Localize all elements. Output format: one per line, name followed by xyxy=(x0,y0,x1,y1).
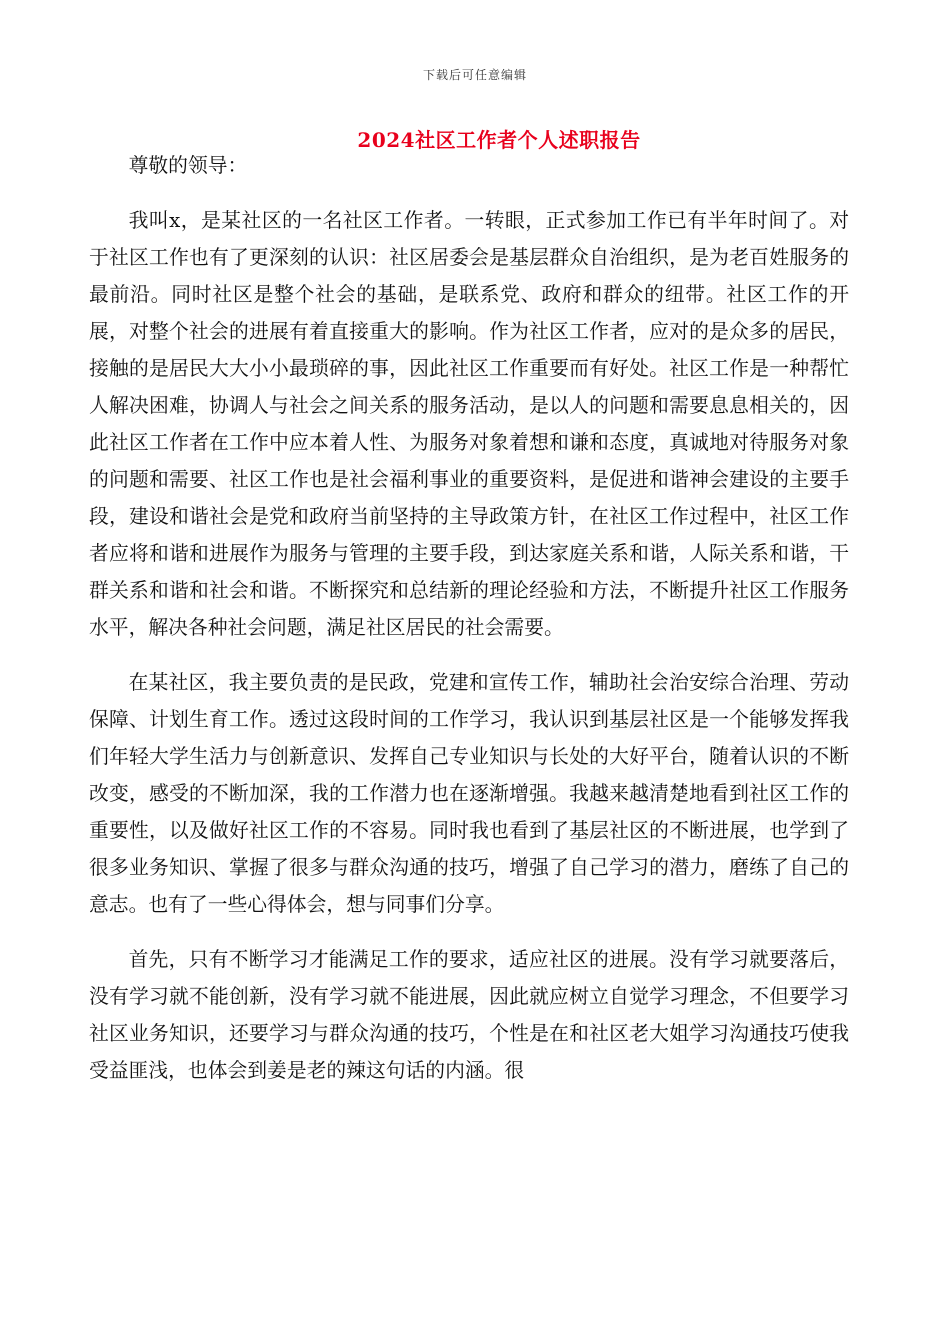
salutation: 尊敬的领导： xyxy=(128,154,248,177)
document-title: 2024社区工作者个人述职报告 xyxy=(357,128,641,152)
document-body xyxy=(89,147,849,1089)
paragraph-2: 在某社区，我主要负责的是民政，党建和宣传工作，辅助社会治安综合治理、劳动保障、计划生育工作。透过这段时间的工作学习，我认识到基层社区是一个能够发挥我们年轻大学生活力与创新意识、发挥自己专业知识与长处的大好平台，随着认识的不断改变，感受的不断加深，我的工作潜力也在逐渐增强。我越来越清楚地看到社区工作的重要性，以及做好社区工作的不容易。同时我也看到了基层社区的不断进展，也学到了很多业务知识、掌握了很多与群众沟通的技巧，增强了自己学习的潜力，磨练了自己的意志。也有了一些心得体会，想与同事们分享。 xyxy=(89,671,849,916)
paragraph-1: 我叫x，是某社区的一名社区工作者。一转眼，正式参加工作已有半年时间了。对于社区工作也有了更深刻的认识：社区居委会是基层群众自治组织，是为老百姓服务的最前沿。同时社区是整个社会的基础，是联系党、政府和群众的纽带。社区工作的开展，对整个社会的进展有着直接重大的影响。作为社区工作者，应对的是众多的居民，接触的是居民大大小小最琐碎的事，因此社区工作重要而有好处。社区工作是一种帮忙人解决困难，协调人与社会之间关系的服务活动，是以人的问题和需要息息相关的，因此社区工作者在工作中应本着人性、为服务对象着想和谦和态度，真诚地对待服务对象的问题和需要、社区工作也是社会福利事业的重要资料，是促进和谐神会建设的主要手段，建设和谐社会是党和政府当前坚持的主导政策方针，在社区工作过程中，社区工作者应将和谐和进展作为服务与管理的主要手段，到达家庭关系和谐，人际关系和谐，干群关系和谐和社会和谐。不断探究和总结新的理论经验和方法，不断提升社区工作服务水平，解决各种社会问题，满足社区居民的社会需要。 xyxy=(89,209,849,639)
paragraph-3: 首先，只有不断学习才能满足工作的要求，适应社区的进展。没有学习就要落后，没有学习就不能创新，没有学习就不能进展，因此就应树立自觉学习理念，不但要学习社区业务知识，还要学习与群众沟通的技巧，个性是在和社区老大姐学习沟通技巧使我受益匪浅，也体会到姜是老的辣这句话的内涵。很 xyxy=(89,948,849,1082)
header-note: 下载后可任意编辑 xyxy=(422,68,527,82)
